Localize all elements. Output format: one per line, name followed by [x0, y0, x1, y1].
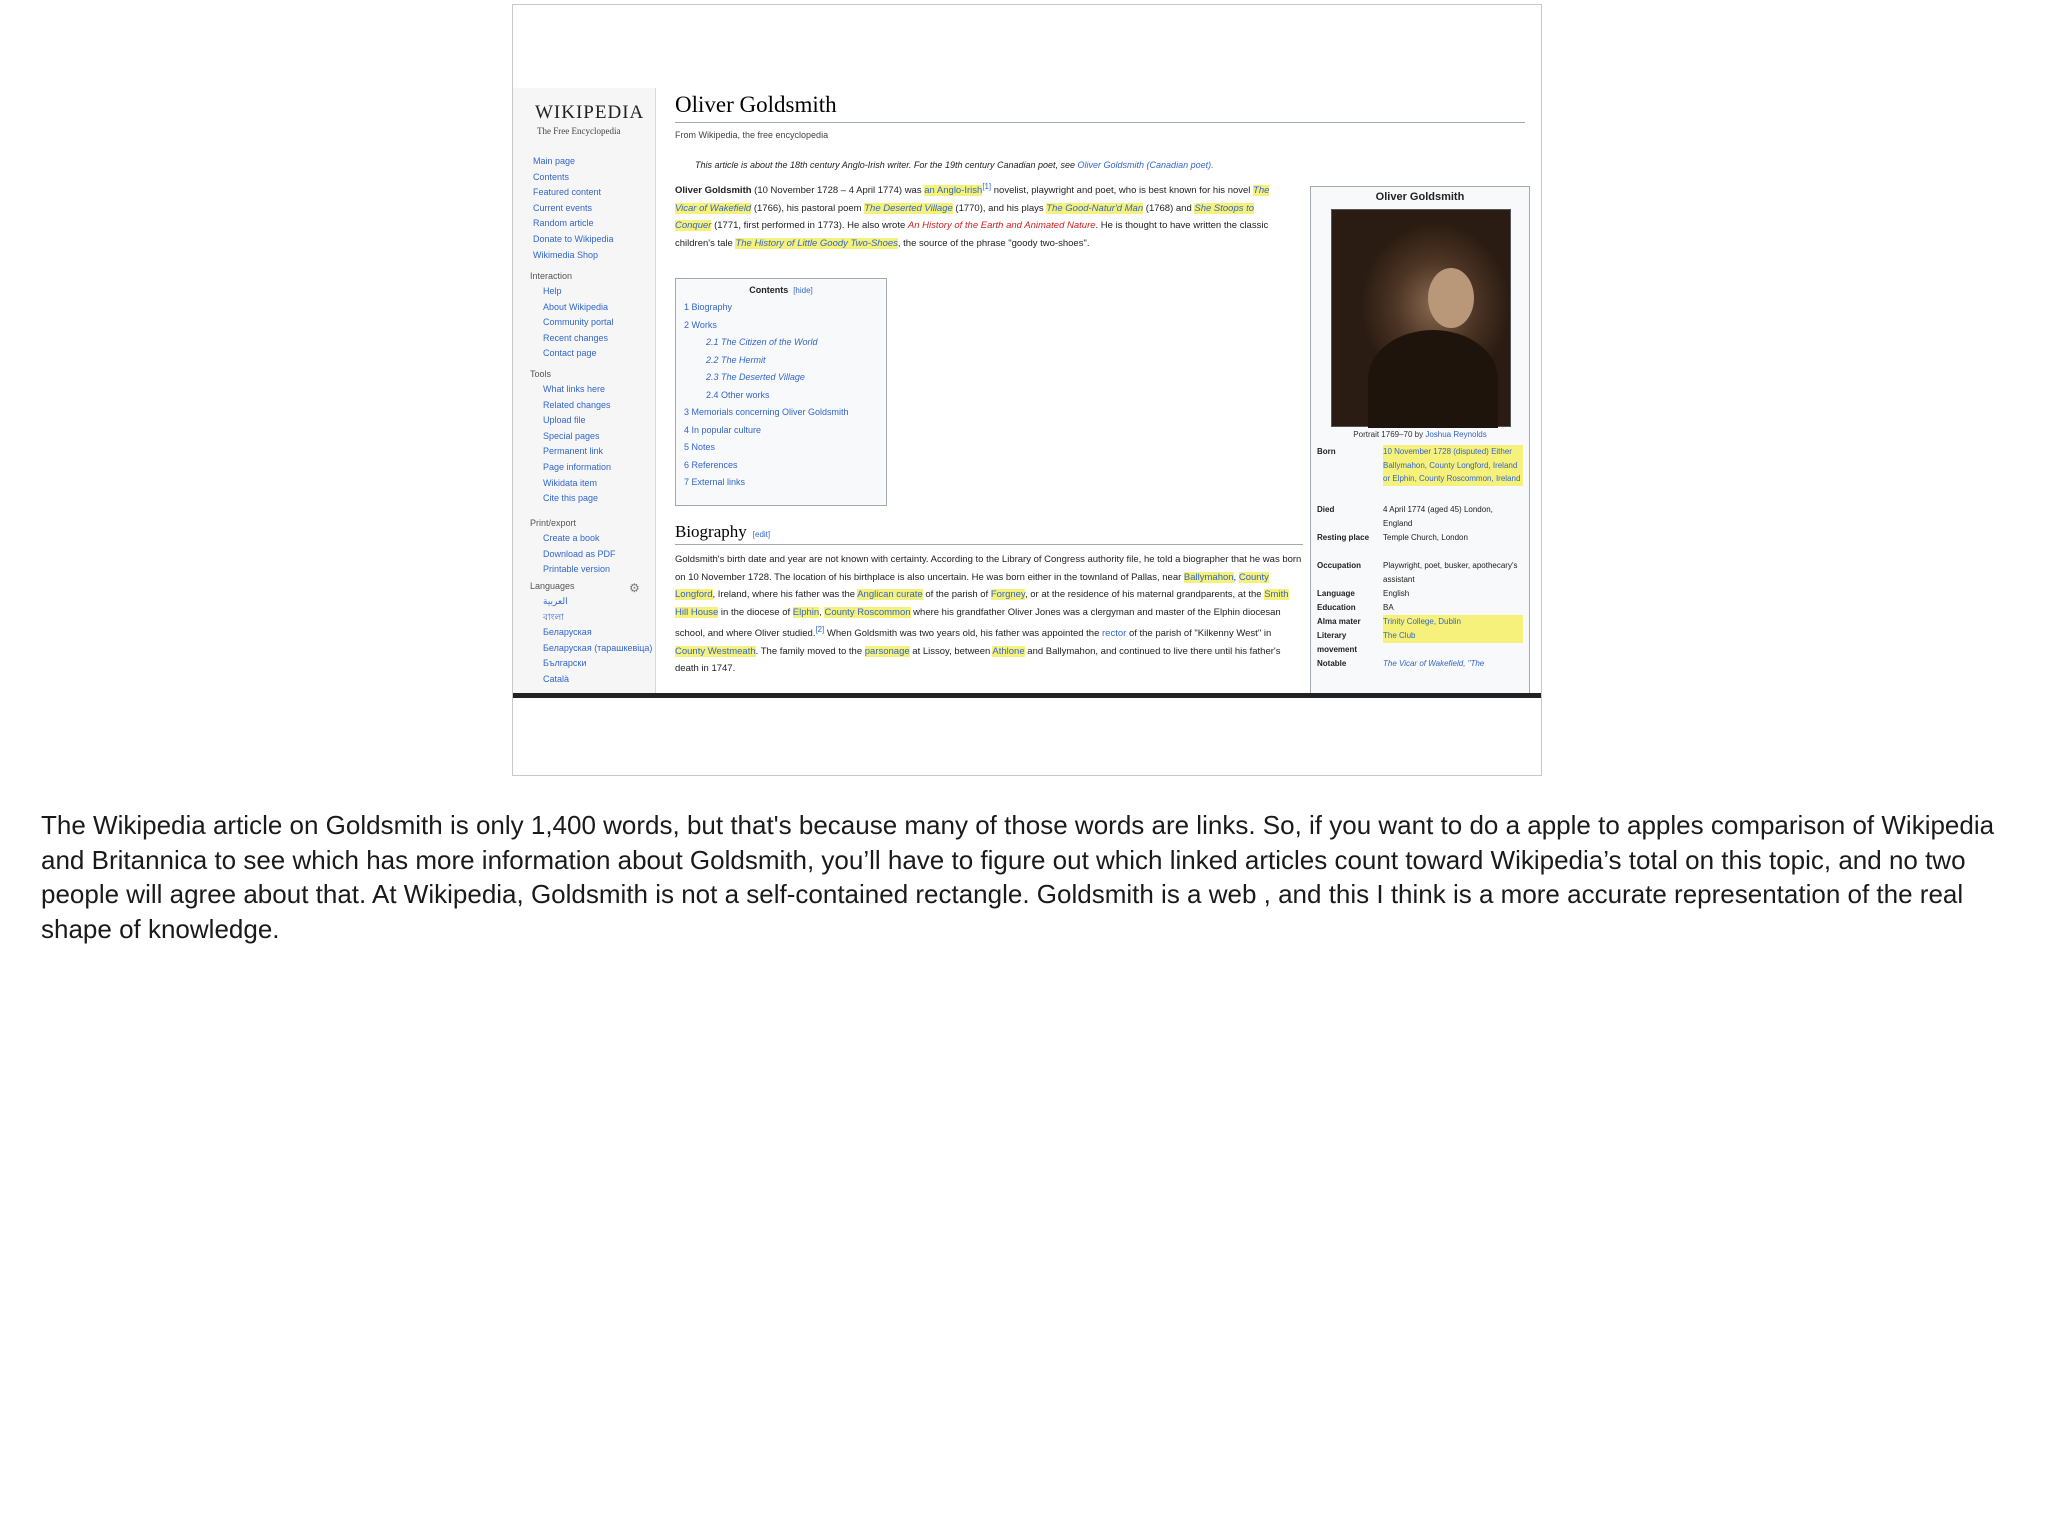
sidebar-link[interactable]: Donate to Wikipedia: [533, 233, 614, 244]
toc-item[interactable]: 2.4 Other works: [706, 389, 770, 400]
sidebar-link[interactable]: What links here: [543, 384, 606, 394]
sidebar-link[interactable]: Special pages: [543, 430, 600, 441]
toc-item[interactable]: 2.3 The Deserted Village: [706, 372, 805, 382]
title-divider: [675, 122, 1525, 123]
sidebar-link[interactable]: Wikidata item: [543, 477, 598, 488]
sidebar-link[interactable]: العربية: [543, 596, 568, 606]
page-title: Oliver Goldsmith: [675, 92, 837, 117]
portrait-image[interactable]: [1331, 209, 1511, 427]
wikipedia-sidebar: [513, 88, 656, 698]
hatnote-link[interactable]: Oliver Goldsmith (Canadian poet).: [1077, 160, 1214, 170]
hatnote: [695, 160, 1214, 170]
slide-frame: [512, 4, 1542, 776]
toc-item[interactable]: 1 Biography: [684, 302, 733, 312]
interaction-heading: Interaction: [530, 271, 573, 281]
link-joshua-reynolds[interactable]: Joshua Reynolds: [1425, 430, 1487, 439]
sidebar-link[interactable]: Беларуская (тарашкевіца): [543, 642, 653, 653]
link-goody-two-shoes[interactable]: The History of Little Goody Two-Shoes: [735, 237, 898, 249]
link-deserted-village[interactable]: The Deserted Village: [864, 202, 953, 214]
infobox-title: Oliver Goldsmith: [1375, 191, 1465, 203]
languages-heading: Languages: [530, 581, 575, 591]
toc-item[interactable]: 2 Works: [684, 319, 717, 330]
from-line: From Wikipedia, the free encyclopedia: [675, 130, 829, 140]
tools-nav: [543, 382, 611, 507]
link-anglo-irish[interactable]: an Anglo-Irish: [924, 185, 983, 197]
languages-nav: [543, 594, 652, 688]
sidebar-link[interactable]: Current events: [533, 202, 593, 213]
sidebar-link[interactable]: বাংলা: [543, 611, 564, 622]
portrait-coat: [1368, 330, 1498, 428]
sidebar-link[interactable]: Contact page: [543, 348, 597, 359]
sidebar-link[interactable]: Main page: [533, 156, 576, 166]
portrait-face: [1428, 268, 1474, 328]
toc-item[interactable]: 4 In popular culture: [684, 424, 762, 435]
sidebar-link[interactable]: Related changes: [543, 399, 611, 410]
infobox: Oliver Goldsmith Portrait 1769–70 by Joshua Reynolds Born 10 November 1728 (disputed) Either Ballymahon, County Longford, Ireland or Elphin, County Roscommon, Ireland Died 4 April 1774 (aged 45) London, England Resting place Temple Church, London Occupation Playwright, poet, busker, apothecary's assistant Language English Education BA Alma mater Trinity College, Dublin Literary movement The Club Notable The Vicar of Wakefield, "The: [1310, 186, 1530, 698]
sidebar-link[interactable]: Printable version: [543, 564, 611, 575]
sidebar-link[interactable]: Create a book: [543, 533, 600, 543]
sidebar-link[interactable]: Contents: [533, 171, 570, 182]
sidebar-link[interactable]: Featured content: [533, 187, 602, 198]
lead-paragraph: Oliver Goldsmith (10 November 1728 – 4 April 1774) was an Anglo-Irish[1] novelist, playwright and poet, who is best known for his novel The Vicar of Wakefield (1766), his pastoral poem The Deserted Village (1770), and his plays The Good-Natur'd Man (1768) and She Stoops to Conquer (1771, first performed in 1773). He also wrote An History of the Earth and Animated Nature. He is thought to have written the classic children's tale The History of Little Goody Two-Shoes, the source of the phrase "goody two-shoes".: [675, 182, 1270, 249]
toc-item[interactable]: 5 Notes: [684, 442, 716, 452]
link-county-longford[interactable]: County Longford: [675, 571, 1269, 600]
toc-list: [684, 299, 878, 492]
sidebar-link[interactable]: Български: [543, 658, 587, 669]
sidebar-link[interactable]: Download as PDF: [543, 548, 616, 559]
biography-paragraph: Goldsmith's birth date and year are not known with certainty. According to the Library of Congress authority file, he told a biographer that he was born on 10 November 1728. The location of his birthplace is also uncertain. He was born either in the townland of Pallas, near Ballymahon, County Longford, Ireland, where his father was the Anglican curate of the parish of Forgney, or at the residence of his maternal grandparents, at the Smith Hill House in the diocese of Elphin, County Roscommon where his grandfather Oliver Jones was a clergyman and master of the Elphin diocesan school, and where Oliver studied.[2] When Goldsmith was two years old, his father was appointed the rector of the parish of "Kilkenny West" in County Westmeath. The family moved to the parsonage at Lissoy, between Athlone and Ballymahon, and continued to live there until his father's death in 1747.: [675, 554, 1302, 675]
section-divider: [675, 544, 1303, 545]
lead-name: Oliver Goldsmith: [675, 185, 752, 197]
sidebar-link[interactable]: Page information: [543, 461, 612, 472]
sidebar-link[interactable]: Permanent link: [543, 446, 604, 457]
toc-item[interactable]: 6 References: [684, 459, 738, 470]
link-forgney[interactable]: Forgney: [990, 589, 1025, 600]
toc-item[interactable]: 2.2 The Hermit: [706, 354, 766, 365]
wikipedia-logo[interactable]: WIKIPEDIA: [535, 102, 645, 123]
tools-heading: Tools: [530, 369, 552, 379]
sidebar-link[interactable]: Català: [543, 673, 570, 684]
link-county-roscommon[interactable]: County Roscommon: [824, 606, 911, 618]
toc-hide-button[interactable]: [hide]: [793, 286, 813, 295]
wikipedia-tagline: The Free Encyclopedia: [537, 126, 621, 136]
citation[interactable]: [2]: [815, 625, 825, 634]
toc-item[interactable]: 3 Memorials concerning Oliver Goldsmith: [684, 407, 849, 417]
article-content: [665, 88, 1541, 698]
link-athlone[interactable]: Athlone: [992, 645, 1025, 657]
sidebar-link[interactable]: Random article: [533, 218, 594, 229]
link-vicar-of-wakefield[interactable]: The Vicar of Wakefield: [675, 185, 1270, 214]
link-history-of-earth[interactable]: An History of the Earth and Animated Nature: [907, 220, 1096, 232]
gear-icon[interactable]: ⚙: [629, 581, 640, 595]
portrait-caption: Portrait 1769–70 by Joshua Reynolds: [1353, 430, 1487, 439]
toc-item[interactable]: 2.1 The Citizen of the World: [706, 337, 818, 347]
sidebar-link[interactable]: Community portal: [543, 317, 614, 328]
link-smith-hill-house[interactable]: Smith Hill House: [675, 589, 1289, 618]
link-parsonage[interactable]: parsonage: [864, 645, 910, 657]
main-nav: [533, 154, 614, 263]
sidebar-link[interactable]: Cite this page: [543, 493, 599, 504]
print-nav: [543, 531, 616, 578]
link-ballymahon[interactable]: Ballymahon: [1183, 571, 1234, 583]
toc-title: Contents [hide]: [749, 285, 813, 295]
hatnote-text: This article is about the 18th century Anglo-Irish writer. For the 19th century Canadian poet, see: [695, 160, 1078, 170]
link-good-naturd-man[interactable]: The Good-Natur'd Man: [1046, 202, 1144, 214]
link-anglican-curate[interactable]: Anglican curate: [857, 589, 923, 600]
link-elphin[interactable]: Elphin: [792, 606, 820, 618]
toc-item[interactable]: 7 External links: [684, 477, 746, 487]
link-she-stoops[interactable]: She Stoops to Conquer: [675, 202, 1255, 232]
link-rector[interactable]: rector: [1102, 628, 1127, 640]
sidebar-link[interactable]: Recent changes: [543, 332, 609, 343]
table-of-contents: [675, 278, 887, 506]
sidebar-link[interactable]: Help: [543, 286, 562, 296]
sidebar-link[interactable]: Upload file: [543, 415, 586, 426]
citation[interactable]: [1]: [982, 182, 992, 191]
sidebar-link[interactable]: Wikimedia Shop: [533, 249, 599, 260]
sidebar-link[interactable]: About Wikipedia: [543, 301, 609, 312]
print-heading: Print/export: [530, 518, 577, 528]
link-county-westmeath[interactable]: County Westmeath: [675, 645, 756, 657]
slide-caption: The Wikipedia article on Goldsmith is only 1,400 words, but that's because many of those words are links. So, if you want to do a apple to apples comparison of Wikipedia and Britannica to see which has more information about Goldsmith, you’ll have to figure out which linked articles count toward Wikipedia’s total on this topic, and no two people will agree about that. At Wikipedia, Goldsmith is not a self-contained rectangle. Goldsmith is a web , and this I think is a more accurate representation of the real shape of knowledge.: [41, 810, 1995, 944]
sidebar-link[interactable]: Беларуская: [543, 627, 592, 638]
wikipedia-screenshot: [513, 88, 1541, 698]
section-heading-biography: Biography [edit]: [675, 522, 771, 541]
section-edit-link[interactable]: [edit]: [752, 530, 771, 539]
interaction-nav: [543, 284, 614, 362]
